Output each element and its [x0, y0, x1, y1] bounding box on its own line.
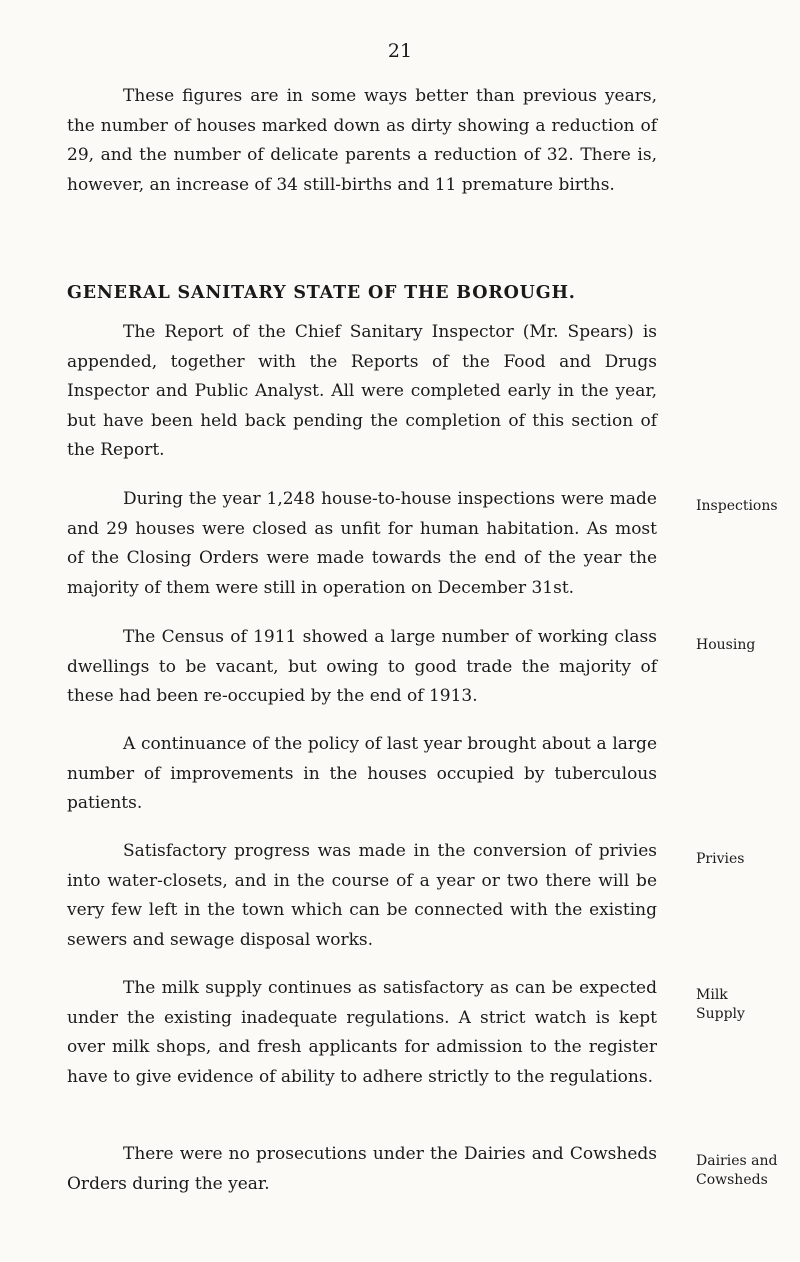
- intro-paragraph: These figures are in some ways better than previous years, the number of houses marked down as dirty showing a reduction of 29, and the number of delicate parents a reduction of 32. There is, however, an increase of 34 still-births and 11 premature births.: [67, 86, 657, 195]
- inspections-paragraph: During the year 1,248 house-to-house inspections were made and 29 houses were closed as unfit for human habitation. As most of the Closing Orders were made towards the end of the year the majority of them were still in operation on December 31st.: [67, 489, 657, 598]
- margin-note-housing: Housing: [696, 637, 756, 653]
- margin-note-dairies-line2: Cowsheds: [696, 1172, 768, 1188]
- housing-paragraph: The Census of 1911 showed a large number of working class dwellings to be vacant, but owing to good trade the majority of these had been re-occupied by the end of 1913.: [67, 627, 657, 706]
- tuberculous-paragraph: A continuance of the policy of last year brought about a large number of improvements in the houses occupied by tuberculous patients.: [67, 734, 657, 813]
- dairies-paragraph: There were no prosecutions under the Dairies and Cowsheds Orders during the year.: [67, 1144, 657, 1194]
- section-heading: GENERAL SANITARY STATE OF THE BOROUGH.: [67, 283, 576, 303]
- margin-note-milk-line2: Supply: [696, 1006, 745, 1022]
- report-paragraph: The Report of the Chief Sanitary Inspector (Mr. Spears) is appended, together with the Reports of the Food and Drugs Inspector and Public Analyst. All were completed early in the year, but have been held back pending the completion of this section of the Report.: [67, 322, 657, 460]
- margin-note-milk: [696, 986, 796, 1024]
- page-number: 21: [387, 40, 413, 62]
- margin-note-inspections: Inspections: [696, 498, 778, 514]
- milk-paragraph: The milk supply continues as satisfactory as can be expected under the existing inadequate regulations. A strict watch is kept over milk shops, and fresh applicants for admission to the register have to give evidence of ability to adhere strictly to the regulations.: [67, 978, 657, 1087]
- margin-note-dairies: [696, 1152, 796, 1190]
- margin-note-milk-line1: Milk: [696, 987, 728, 1003]
- margin-note-privies: Privies: [696, 851, 745, 867]
- privies-paragraph: Satisfactory progress was made in the conversion of privies into water-closets, and in the course of a year or two there will be very few left in the town which can be connected with the existing sewers and sewage disposal works.: [67, 841, 657, 950]
- margin-note-dairies-line1: Dairies and: [696, 1153, 778, 1169]
